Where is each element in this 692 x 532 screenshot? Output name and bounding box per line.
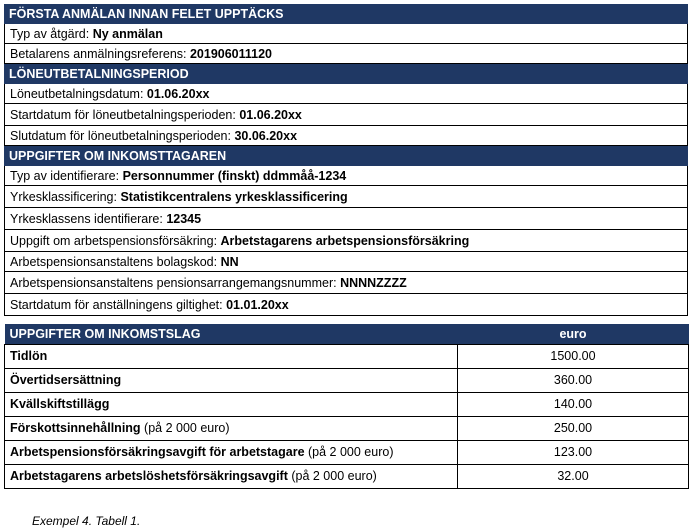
row-value: 201906011120 (189, 47, 273, 61)
income-type-name (5, 416, 458, 440)
row-occupation-identifier (4, 208, 688, 230)
income-amount: 140.00 (458, 392, 689, 416)
row-label: Uppgift om arbetspensionsförsäkring: (10, 234, 221, 248)
row-value: NN (220, 255, 239, 269)
row-value: Arbetstagarens arbetspensionsförsäkring (220, 234, 470, 248)
section-header-income-types: UPPGIFTER OM INKOMSTSLAG (5, 324, 458, 344)
income-type-name (5, 344, 458, 368)
row-value: Statistikcentralens yrkesklassificering (120, 190, 348, 204)
table-caption: Exempel 4. Tabell 1. (32, 514, 141, 528)
row-label: Arbetspensionsanstaltens pensionsarrangemangsnummer: (10, 276, 341, 290)
row-label: Yrkesklassificering: (10, 190, 121, 204)
table-row (5, 416, 689, 440)
income-type-label: Kvällskiftstillägg (10, 397, 110, 411)
row-value: 01.06.20xx (146, 87, 210, 101)
income-amount: 250.00 (458, 416, 689, 440)
income-type-name (5, 440, 458, 464)
table-row (5, 464, 689, 488)
table-row (5, 392, 689, 416)
row-label: Arbetspensionsanstaltens bolagskod: (10, 255, 221, 269)
row-occupational-classification (4, 186, 688, 208)
row-label: Löneutbetalningsdatum: (10, 87, 147, 101)
row-value: NNNNZZZZ (340, 276, 407, 290)
income-types-header (5, 324, 689, 344)
unit-header: euro (458, 324, 689, 344)
row-pension-insurance (4, 230, 688, 252)
income-type-note: (på 2 000 euro) (287, 469, 377, 483)
row-period-end (4, 126, 688, 146)
income-type-label: Tidlön (10, 349, 48, 363)
row-value: 01.01.20xx (226, 298, 289, 312)
row-payer-reference (4, 44, 688, 64)
income-type-name (5, 392, 458, 416)
row-label: Yrkesklassens identifierare: (10, 212, 167, 226)
row-label: Typ av åtgärd: (10, 27, 93, 41)
income-type-note: (på 2 000 euro) (304, 445, 394, 459)
income-type-label: Arbetspensionsförsäkringsavgift för arbetstagare (10, 445, 305, 459)
table-row (5, 368, 689, 392)
income-types-table (4, 324, 689, 489)
income-type-label: Förskottsinnehållning (10, 421, 141, 435)
row-label: Betalarens anmälningsreferens: (10, 47, 190, 61)
income-amount: 1500.00 (458, 344, 689, 368)
row-label: Startdatum för anställningens giltighet: (10, 298, 227, 312)
section-header-income-earner: UPPGIFTER OM INKOMSTTAGAREN (4, 146, 688, 166)
row-label: Startdatum för löneutbetalningsperioden: (10, 108, 240, 122)
row-value: 12345 (166, 212, 202, 226)
row-identifier-type (4, 166, 688, 186)
row-value: 30.06.20xx (234, 129, 298, 143)
section-header-first-report: FÖRSTA ANMÄLAN INNAN FELET UPPTÄCKS (4, 4, 688, 24)
income-type-name (5, 464, 458, 488)
income-amount: 123.00 (458, 440, 689, 464)
row-pension-company-code (4, 252, 688, 272)
row-value: Personnummer (finskt) ddmmåå-1234 (122, 169, 347, 183)
section-header-pay-period: LÖNEUTBETALNINGSPERIOD (4, 64, 688, 84)
row-period-start (4, 104, 688, 126)
income-amount: 360.00 (458, 368, 689, 392)
table-row (5, 344, 689, 368)
table-row (5, 440, 689, 464)
income-amount: 32.00 (458, 464, 689, 488)
row-value: Ny anmälan (92, 27, 163, 41)
row-employment-start (4, 294, 688, 316)
row-label: Slutdatum för löneutbetalningsperioden: (10, 129, 235, 143)
row-payment-date (4, 84, 688, 104)
report-table (4, 4, 688, 489)
row-action-type (4, 24, 688, 44)
row-label: Typ av identifierare: (10, 169, 123, 183)
income-type-note: (på 2 000 euro) (140, 421, 230, 435)
row-value: 01.06.20xx (239, 108, 302, 122)
row-pension-arrangement-number (4, 272, 688, 294)
income-type-label: Arbetstagarens arbetslöshetsförsäkringsavgift (10, 469, 288, 483)
income-type-label: Övertidsersättning (10, 373, 122, 387)
income-type-name (5, 368, 458, 392)
